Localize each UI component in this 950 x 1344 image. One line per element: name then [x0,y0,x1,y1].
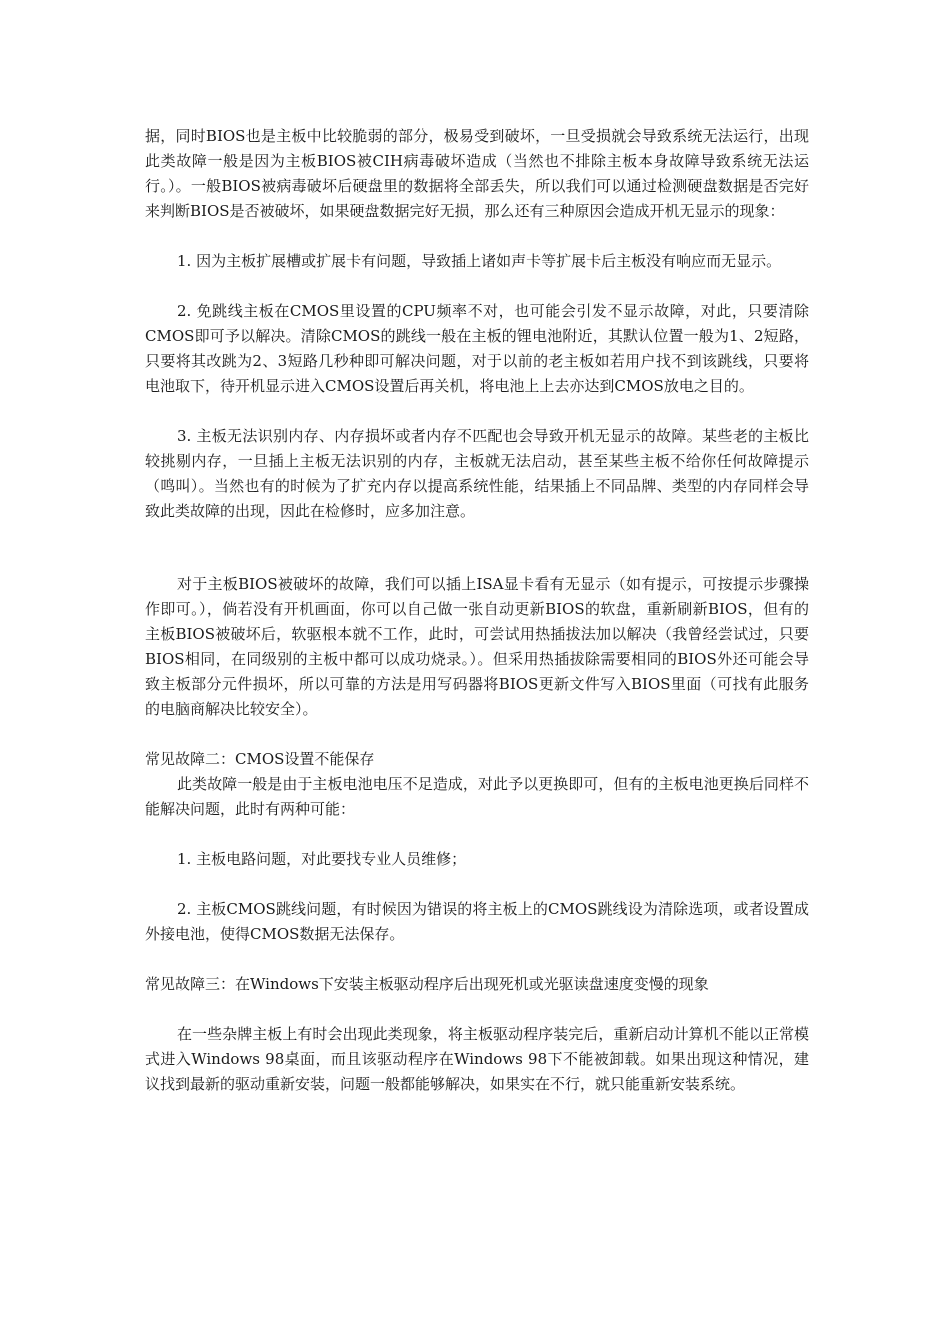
list-item-expansion-card: 1. 因为主板扩展槽或扩展卡有问题，导致插上诸如声卡等扩展卡后主板没有响应而无显示。 [177,252,782,270]
list-item-cmos-cpu-frequency: 2. 免跳线主板在CMOS里设置的CPU频率不对，也可能会引发不显示故障，对此，只要清除CMOS即可予以解决。清除CMOS的跳线一般在主板的锂电池附近，其默认位置一般为1、2短路，只要将其改跳为2、3短路几秒种即可解决问题，对于以前的老主板如若用户找不到该跳线，只要将电池取下，待开机显示进入CMOS设置后再关机，将电池上上去亦达到CMOS放电之目的。 [145,302,809,395]
spacer [145,722,809,747]
spacer [145,947,809,972]
list-item-cmos-jumper: 2. 主板CMOS跳线问题，有时候因为错误的将主板上的CMOS跳线设为清除选项，或者设置成外接电池，使得CMOS数据无法保存。 [145,900,809,943]
spacer [145,224,809,249]
spacer [145,872,809,897]
paragraph-cmos-battery: 此类故障一般是由于主板电池电压不足造成，对此予以更换即可，但有的主板电池更换后同样不能解决问题，此时有两种可能： [145,775,809,818]
spacer [145,997,809,1022]
list-item-memory: 3. 主板无法识别内存、内存损坏或者内存不匹配也会导致开机无显示的故障。某些老的主板比较挑剔内存，一旦插上主板无法识别的内存，主板就无法启动，甚至某些主板不给你任何故障提示（鸣叫）。当然也有的时候为了扩充内存以提高系统性能，结果插上不同品牌、类型的内存同样会导致此类故障的出现，因此在检修时，应多加注意。 [145,427,809,520]
paragraph-bios-intro: 据，同时BIOS也是主板中比较脆弱的部分，极易受到破坏，一旦受损就会导致系统无法运行，出现此类故障一般是因为主板BIOS被CIH病毒破坏造成（当然也不排除主板本身故障导致系统无法运行。）。一般BIOS被病毒破坏后硬盘里的数据将全部丢失，所以我们可以通过检测硬盘数据是否完好来判断BIOS是否被破坏，如果硬盘数据完好无损，那么还有三种原因会造成开机无显示的现象： [145,127,809,220]
spacer [145,822,809,847]
paragraph-bios-repair: 对于主板BIOS被破坏的故障，我们可以插上ISA显卡看有无显示（如有提示，可按提示步骤操作即可。），倘若没有开机画面，你可以自己做一张自动更新BIOS的软盘，重新刷新BIOS，但有的主板BIOS被破坏后，软驱根本就不工作，此时，可尝试用热插拔法加以解决（我曾经尝试过，只要BIOS相同，在同级别的主板中都可以成功烧录。）。但采用热插拔除需要相同的BIOS外还可能会导致主板部分元件损坏，所以可靠的方法是用写码器将BIOS更新文件写入BIOS里面（可找有此服务的电脑商解决比较安全）。 [145,575,809,718]
document-page [145,124,809,1097]
section-heading-fault-three: 常见故障三：在Windows下安装主板驱动程序后出现死机或光驱读盘速度变慢的现象 [145,975,709,993]
list-item-circuit: 1. 主板电路问题，对此要找专业人员维修； [177,850,467,868]
spacer [145,524,809,572]
spacer [145,274,809,299]
spacer [145,399,809,424]
section-heading-fault-two: 常见故障二：CMOS设置不能保存 [145,750,375,768]
paragraph-windows-driver: 在一些杂牌主板上有时会出现此类现象，将主板驱动程序装完后，重新启动计算机不能以正常模式进入Windows 98桌面，而且该驱动程序在Windows 98下不能被卸载。如果出现这种情况，建议找到最新的驱动重新安装，问题一般都能够解决，如果实在不行，就只能重新安装系统。 [145,1025,809,1093]
